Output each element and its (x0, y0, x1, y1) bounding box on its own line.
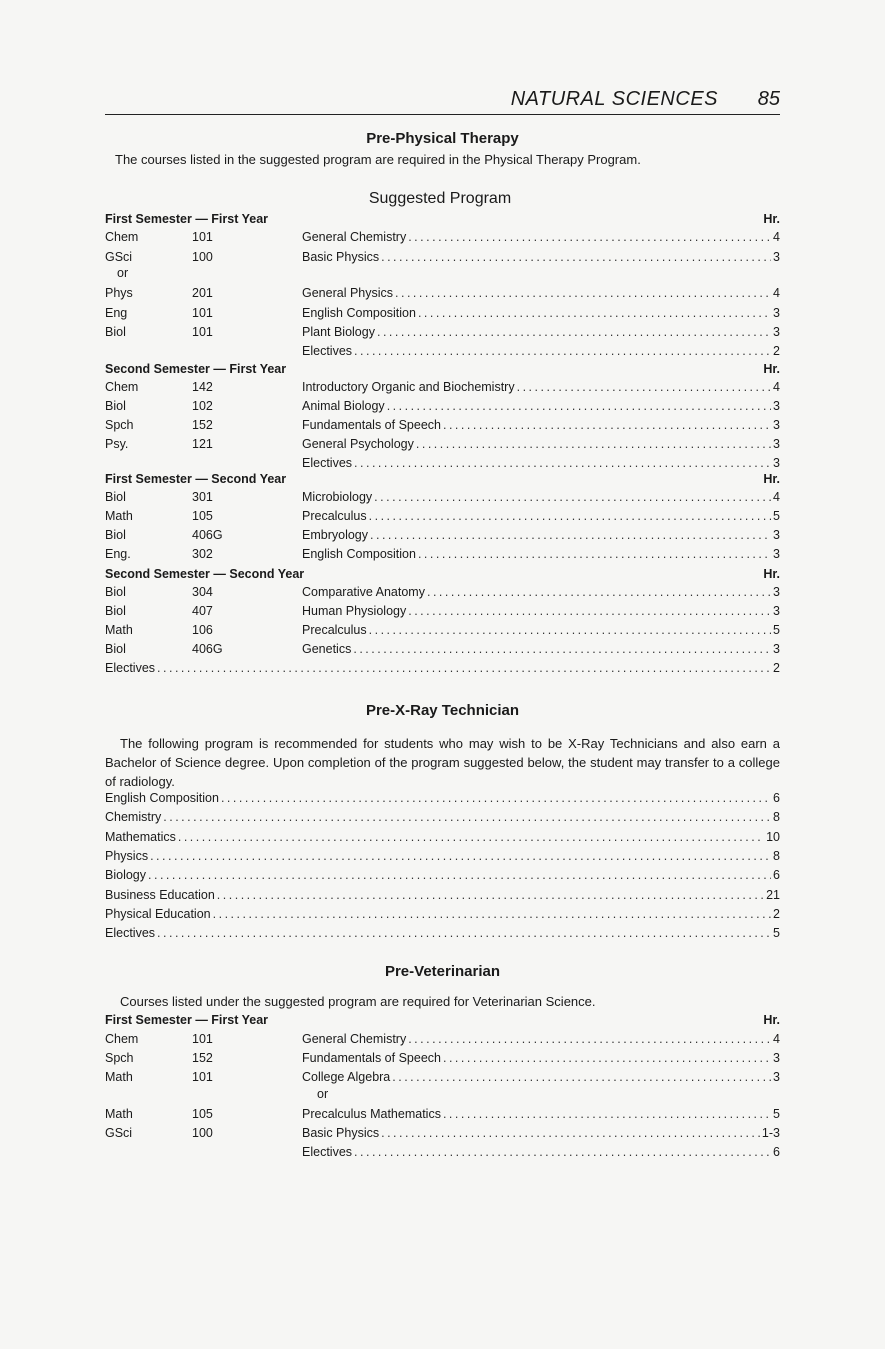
course-hours: 3 (773, 642, 780, 656)
course-title: General Chemistry (302, 1032, 407, 1046)
course-title-line (302, 545, 780, 564)
page-header (105, 88, 780, 115)
course-dept: Math (105, 623, 133, 637)
course-title-line (302, 1143, 780, 1162)
course-number: 142 (192, 380, 213, 394)
course-hours: 3 (773, 547, 780, 561)
course-title-line (302, 1124, 780, 1143)
or-label: or (117, 266, 129, 280)
course-hours: 4 (773, 490, 780, 504)
course-row (105, 507, 780, 526)
course-hours: 4 (773, 286, 780, 300)
dot-leader (354, 1143, 771, 1162)
pt-sem2-heading (105, 360, 780, 378)
course-dept: Eng. (105, 547, 131, 561)
course-title: Electives (105, 926, 156, 941)
course-title-line (302, 1068, 780, 1087)
course-row (105, 342, 780, 361)
course-dept: Chem (105, 1032, 139, 1046)
course-dept: Math (105, 1107, 133, 1121)
course-hours: 3 (773, 528, 780, 542)
course-title: Basic Physics (302, 1126, 380, 1140)
course-dept: Math (105, 509, 133, 523)
course-title: Precalculus (302, 623, 367, 637)
course-hours: 3 (773, 1070, 780, 1084)
course-number: 101 (192, 325, 213, 339)
dot-leader (217, 886, 764, 905)
course-number: 105 (192, 509, 213, 523)
course-hours: 2 (773, 661, 780, 675)
course-row (105, 1124, 780, 1143)
course-title: General Chemistry (302, 230, 407, 244)
course-title-line (302, 248, 780, 267)
pt-sem4-heading (105, 565, 780, 583)
dot-leader (416, 435, 771, 454)
course-title-line (302, 621, 780, 640)
course-row (105, 886, 780, 905)
course-hours: 2 (773, 344, 780, 358)
course-row (105, 545, 780, 564)
course-number: 105 (192, 1107, 213, 1121)
course-dept: Chem (105, 230, 139, 244)
course-title: Electives (302, 1145, 353, 1159)
course-row (105, 866, 780, 885)
course-number: 101 (192, 1070, 213, 1084)
dot-leader (213, 905, 771, 924)
dot-leader (157, 659, 771, 678)
vet-sem-heading (105, 1011, 780, 1029)
course-number: 406G (192, 528, 223, 542)
course-dept: Spch (105, 418, 134, 432)
pt-intro: The courses listed in the suggested program are required in the Physical Therapy Program. (115, 152, 641, 167)
course-dept: Psy. (105, 437, 129, 451)
course-title-line (302, 1105, 780, 1124)
course-number: 152 (192, 1051, 213, 1065)
course-title: General Psychology (302, 437, 414, 451)
dot-leader (374, 488, 771, 507)
course-number: 100 (192, 1126, 213, 1140)
course-title: Business Education (105, 887, 215, 902)
course-title-line (302, 435, 780, 454)
semester-heading-text: First Semester — First Year (105, 1013, 269, 1027)
dot-leader (370, 526, 771, 545)
course-hours: 4 (773, 230, 780, 244)
course-title: Microbiology (302, 490, 373, 504)
dot-leader (443, 1105, 771, 1124)
course-title-line (302, 507, 780, 526)
pt-title: Pre-Physical Therapy (366, 130, 519, 147)
course-dept: Biol (105, 585, 126, 599)
course-title-line (302, 1030, 780, 1049)
dot-leader (418, 545, 771, 564)
dot-leader (517, 378, 771, 397)
course-hours: 4 (773, 1032, 780, 1046)
course-title: Precalculus Mathematics (302, 1107, 441, 1121)
dot-leader (443, 1049, 771, 1068)
course-title: College Algebra (302, 1070, 391, 1084)
course-hours: 8 (773, 810, 780, 825)
course-title-line (302, 378, 780, 397)
course-hours: 8 (773, 848, 780, 863)
course-title: Basic Physics (302, 250, 380, 264)
dot-leader (427, 583, 771, 602)
pt-sem1-heading (105, 210, 780, 228)
course-row (105, 488, 780, 507)
course-hours: 2 (773, 906, 780, 921)
dot-leader (418, 304, 771, 323)
dot-leader (369, 507, 771, 526)
course-row (105, 1068, 780, 1087)
course-dept: Phys (105, 286, 133, 300)
dot-leader (395, 284, 771, 303)
course-number: 106 (192, 623, 213, 637)
course-row (105, 828, 780, 847)
course-title-line (302, 397, 780, 416)
dot-leader (369, 621, 771, 640)
course-number: 152 (192, 418, 213, 432)
course-title: Biology (105, 868, 146, 883)
course-row (105, 789, 780, 808)
course-row (105, 808, 780, 827)
dot-leader (392, 1068, 771, 1087)
dot-leader (163, 808, 771, 827)
course-title: Physical Education (105, 906, 211, 921)
course-title: Electives (302, 344, 353, 358)
course-hours: 5 (773, 1107, 780, 1121)
course-title: General Physics (302, 286, 394, 300)
course-title: Human Physiology (302, 604, 407, 618)
course-row (105, 526, 780, 545)
course-number: 406G (192, 642, 223, 656)
course-hours: 6 (773, 1145, 780, 1159)
course-row (105, 304, 780, 323)
dot-leader (408, 602, 771, 621)
dot-leader (443, 416, 771, 435)
section-title: NATURAL SCIENCES (510, 88, 718, 110)
course-dept: GSci (105, 250, 133, 264)
course-hours: 3 (773, 456, 780, 470)
course-number: 101 (192, 230, 213, 244)
course-row (105, 228, 780, 247)
dot-leader (408, 1030, 771, 1049)
course-row (105, 847, 780, 866)
course-title-line (302, 602, 780, 621)
course-row (105, 397, 780, 416)
course-hours: 6 (773, 868, 780, 883)
hr-label: Hr. (763, 212, 780, 226)
course-row (105, 583, 780, 602)
course-number: 101 (192, 306, 213, 320)
course-row (105, 284, 780, 303)
dot-leader (150, 847, 771, 866)
course-title: Genetics (302, 642, 352, 656)
semester-heading-text: First Semester — First Year (105, 212, 269, 226)
course-hours: 5 (773, 926, 780, 941)
course-number: 102 (192, 399, 213, 413)
or-label: or (317, 1087, 329, 1101)
dot-leader (157, 924, 771, 943)
course-row (105, 435, 780, 454)
course-title: English Composition (302, 547, 416, 561)
course-title: Fundamentals of Speech (302, 418, 441, 432)
course-dept: Spch (105, 1051, 134, 1065)
pt-electives-row (105, 659, 780, 678)
pt-sem3-heading (105, 470, 780, 488)
course-hours: 3 (773, 437, 780, 451)
hr-label: Hr. (763, 472, 780, 486)
course-hours: 5 (773, 623, 780, 637)
course-number: 101 (192, 1032, 213, 1046)
dot-leader (387, 397, 771, 416)
course-dept: Biol (105, 399, 126, 413)
course-dept: Biol (105, 528, 126, 542)
vet-title: Pre-Veterinarian (384, 963, 501, 980)
dot-leader (178, 828, 764, 847)
dot-leader (377, 323, 771, 342)
course-row (105, 323, 780, 342)
course-row (105, 924, 780, 943)
course-row (105, 621, 780, 640)
course-row (105, 416, 780, 435)
course-hours: 3 (773, 418, 780, 432)
course-dept: Eng (105, 306, 128, 320)
course-title: Animal Biology (302, 399, 385, 413)
course-row (105, 1049, 780, 1068)
course-title: Fundamentals of Speech (302, 1051, 441, 1065)
course-title: English Composition (105, 791, 219, 805)
dot-leader (221, 789, 771, 808)
dot-leader (353, 640, 771, 659)
course-title: Chemistry (105, 810, 162, 825)
course-hours: 3 (773, 250, 780, 264)
course-dept: Biol (105, 325, 126, 339)
course-title: Electives (302, 456, 353, 470)
course-dept: Math (105, 1070, 133, 1084)
dot-leader (354, 342, 771, 361)
course-title: Plant Biology (302, 325, 375, 339)
course-title-line (302, 284, 780, 303)
course-hours: 3 (773, 399, 780, 413)
course-hours: 21 (766, 887, 780, 902)
course-hours: 3 (773, 585, 780, 599)
course-hours: 3 (773, 1051, 780, 1065)
semester-heading-text: Second Semester — First Year (105, 362, 287, 376)
course-dept: GSci (105, 1126, 133, 1140)
xray-paragraph: The following program is recommended for students who may wish to be X-Ray Technicians and also earn a Bachelor of Science degree. Upon completion of the program suggested below, the student may transfer to a college of radiology. (105, 736, 780, 789)
dot-leader (381, 248, 771, 267)
course-title: Embryology (302, 528, 368, 542)
course-title: English Composition (302, 306, 416, 320)
course-title: Mathematics (105, 829, 176, 844)
course-row (105, 905, 780, 924)
pt-subtitle: Suggested Program (368, 190, 512, 207)
course-hours: 1-3 (761, 1126, 780, 1140)
course-hours: 3 (773, 325, 780, 339)
course-dept: Chem (105, 380, 139, 394)
course-title-line (302, 416, 780, 435)
course-row (105, 1143, 780, 1162)
course-title-line (302, 640, 780, 659)
course-row (105, 602, 780, 621)
course-number: 302 (192, 547, 213, 561)
course-dept: Biol (105, 642, 126, 656)
dot-leader (381, 1124, 760, 1143)
course-dept: Biol (105, 490, 126, 504)
course-title-line (302, 488, 780, 507)
hr-label: Hr. (763, 1013, 780, 1027)
course-number: 407 (192, 604, 213, 618)
course-number: 121 (192, 437, 213, 451)
semester-heading-text: Second Semester — Second Year (105, 567, 305, 581)
course-number: 100 (192, 250, 213, 264)
course-title-line (302, 342, 780, 361)
course-title: Precalculus (302, 509, 367, 523)
page-number: 85 (757, 88, 780, 110)
course-row (105, 378, 780, 397)
course-row (105, 640, 780, 659)
course-number: 304 (192, 585, 213, 599)
course-title-line (302, 526, 780, 545)
course-title: Introductory Organic and Biochemistry (302, 380, 515, 394)
xray-title: Pre-X-Ray Technician (365, 702, 520, 719)
dot-leader (408, 228, 771, 247)
course-hours: 10 (766, 829, 780, 844)
course-title: Comparative Anatomy (302, 585, 425, 599)
course-title-line (302, 583, 780, 602)
vet-intro: Courses listed under the suggested program are required for Veterinarian Science. (120, 994, 596, 1009)
course-title: Electives (105, 661, 156, 675)
course-row (105, 1030, 780, 1049)
semester-heading-text: First Semester — Second Year (105, 472, 287, 486)
course-dept: Biol (105, 604, 126, 618)
course-title: Physics (105, 848, 149, 863)
dot-leader (148, 866, 771, 885)
course-title-line (302, 323, 780, 342)
course-title-line (302, 1049, 780, 1068)
course-number: 201 (192, 286, 213, 300)
course-row (105, 248, 780, 267)
course-hours: 3 (773, 306, 780, 320)
course-hours: 6 (773, 791, 780, 805)
course-number: 301 (192, 490, 213, 504)
course-hours: 3 (773, 604, 780, 618)
hr-label: Hr. (763, 362, 780, 376)
course-hours: 4 (773, 380, 780, 394)
course-row (105, 1105, 780, 1124)
hr-label: Hr. (763, 567, 780, 581)
course-title-line (302, 228, 780, 247)
course-hours: 5 (773, 509, 780, 523)
course-title-line (302, 304, 780, 323)
